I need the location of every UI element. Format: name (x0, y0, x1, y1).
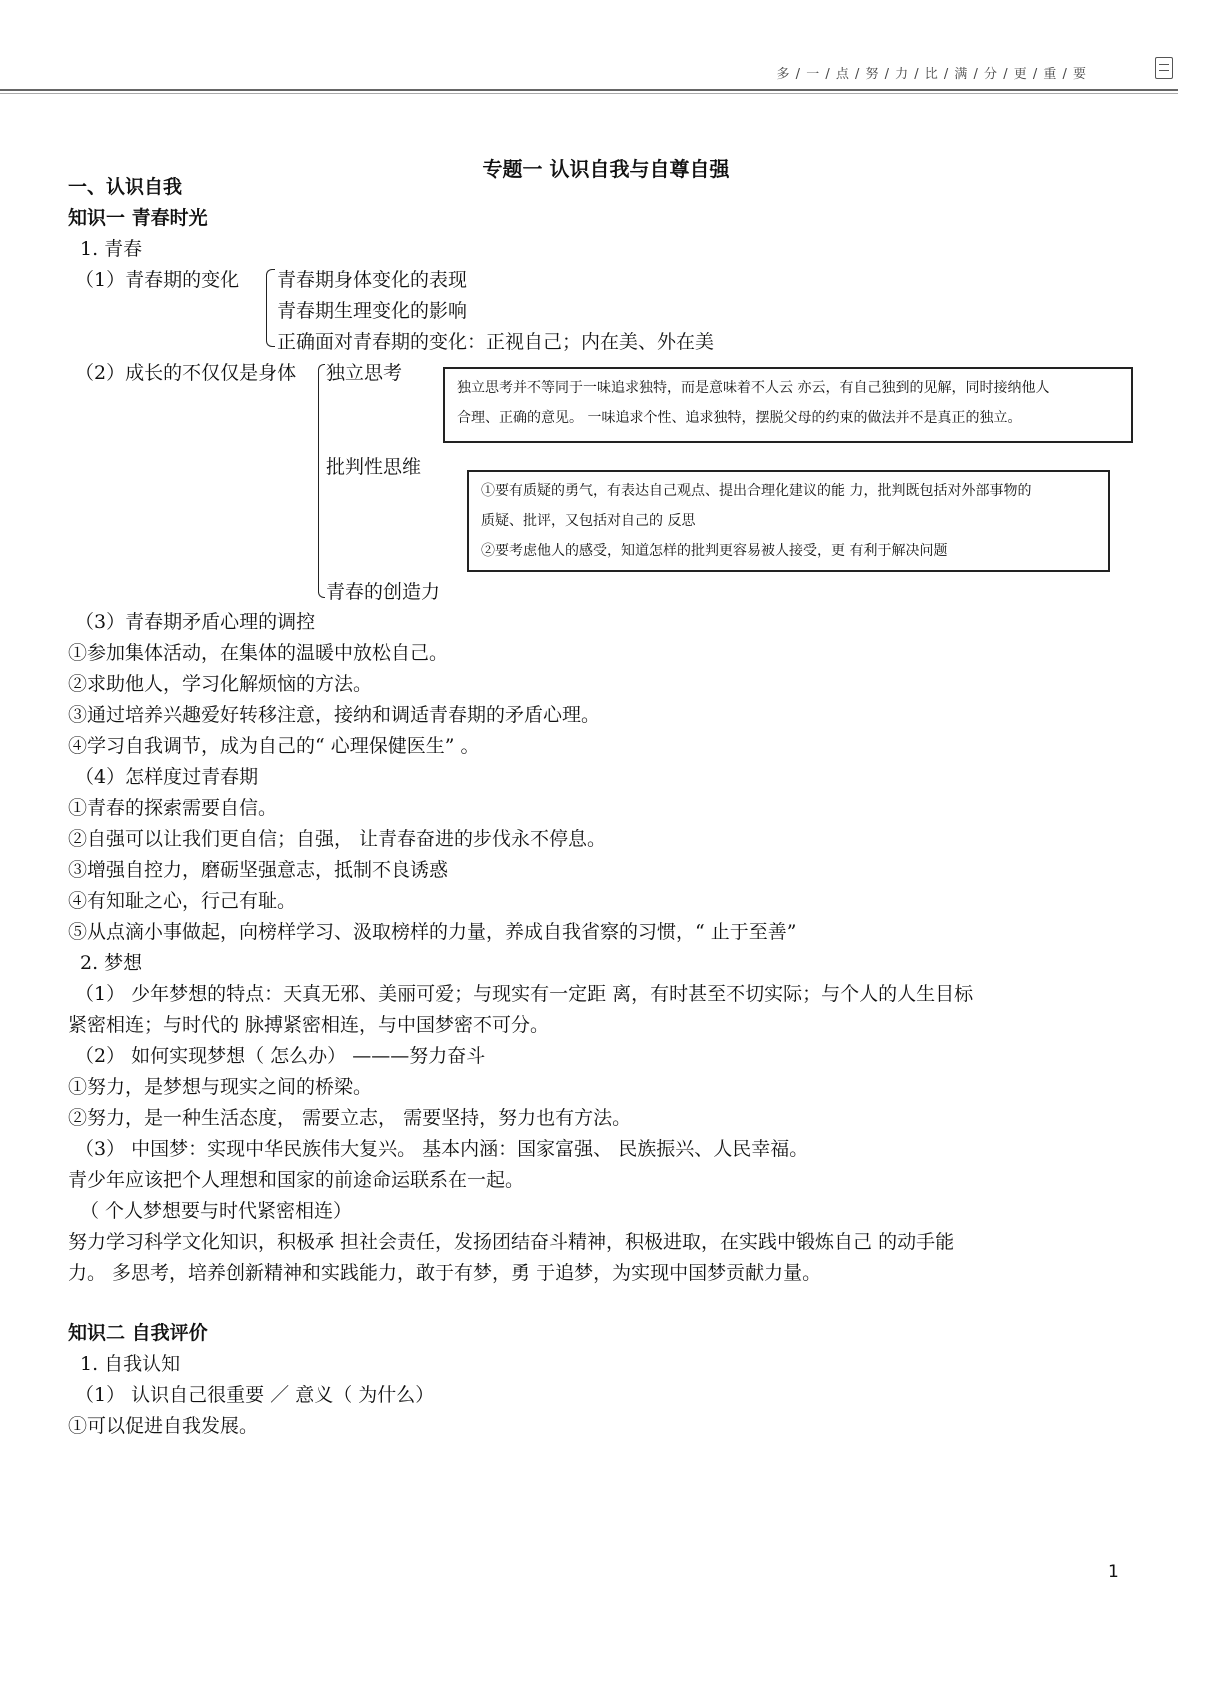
brace-2 (318, 364, 325, 598)
point-1-item: 青春期生理变化的影响 (277, 300, 468, 322)
point-4: （4）怎样度过青春期 (75, 766, 259, 788)
brace-1 (266, 269, 275, 347)
page-number: 1 (1108, 1562, 1119, 1582)
note-line: 质疑、批评，又包括对自己的 反思 (481, 513, 696, 529)
note-line: ②要考虑他人的感受，知道怎样的批判更容易被人接受，更 有利于解决问题 (481, 543, 948, 559)
note-line: 合理、正确的意见。 一味追求个性、追求独特，摆脱父母的约束的做法并不是真正的独立。 (457, 410, 1022, 426)
list-item: ④学习自我调节，成为自己的“ 心理保健医生” 。 (68, 735, 480, 757)
dream-point-3: （3） 中国梦：实现中华民族伟大复兴。 基本内涵：国家富强、 民族振兴、人民幸福。 (75, 1138, 809, 1160)
point-2: （2）成长的不仅仅是身体 (75, 362, 297, 384)
dream-point-2: （2） 如何实现梦想（ 怎么办） ———努力奋斗 (75, 1045, 486, 1067)
list-item: ②自强可以让我们更自信；自强， 让青春奋进的步伐永不停息。 (68, 828, 607, 850)
section-heading: 一、认识自我 (68, 176, 183, 198)
point-1: （1）青春期的变化 (75, 269, 240, 291)
paragraph-line: 青少年应该把个人理想和国家的前途命运联系在一起。 (68, 1169, 525, 1191)
header-rule (0, 89, 1178, 91)
header-rule-thin (0, 93, 1178, 94)
paragraph-line: 努力学习科学文化知识，积极承 担社会责任，发扬团结奋斗精神，积极进取，在实践中锻炼自己 的动手能 (68, 1231, 955, 1253)
question-self-cognition: 1. 自我认知 (80, 1353, 181, 1375)
point-2-item: 独立思考 (326, 362, 403, 384)
list-item: ①参加集体活动，在集体的温暖中放松自己。 (68, 642, 449, 664)
question-dream: 2. 梦想 (80, 952, 143, 974)
list-item: ①可以促进自我发展。 (68, 1415, 259, 1437)
list-item: ①努力，是梦想与现实之间的桥梁。 (68, 1076, 373, 1098)
point-2-item: 青春的创造力 (326, 581, 441, 603)
point-1-item: 青春期身体变化的表现 (277, 269, 468, 291)
list-item: ③增强自控力，磨砺坚强意志，抵制不良诱惑 (68, 859, 449, 881)
list-item: ①青春的探索需要自信。 (68, 797, 278, 819)
point-3: （3）青春期矛盾心理的调控 (75, 611, 316, 633)
point-2-item: 批判性思维 (326, 456, 422, 478)
paragraph-line: 力。 多思考，培养创新精神和实践能力，敢于有梦，勇 于追梦，为实现中国梦贡献力量。 (68, 1262, 822, 1284)
document-icon (1155, 57, 1173, 79)
note-box-critical (467, 470, 1110, 572)
list-item: ②求助他人，学习化解烦恼的方法。 (68, 673, 373, 695)
header-slogan: 多 / 一 / 点 / 努 / 力 / 比 / 满 / 分 / 更 / 重 / 要 (776, 67, 1087, 82)
note-box-independent (443, 367, 1133, 443)
list-item: ④有知耻之心，行己有耻。 (68, 890, 297, 912)
knowledge-heading-1: 知识一 青春时光 (68, 207, 208, 229)
self-point-1: （1） 认识自己很重要 ／ 意义（ 为什么） (75, 1384, 435, 1406)
note-line: ①要有质疑的勇气，有表达自己观点、提出合理化建议的能 力，批判既包括对外部事物的 (481, 483, 1032, 499)
dream-point-1: （1） 少年梦想的特点：天真无邪、美丽可爱；与现实有一定距 离，有时甚至不切实际；与个人的人生目标 (75, 983, 974, 1005)
point-1-item: 正确面对青春期的变化：正视自己；内在美、外在美 (277, 331, 715, 353)
question-youth: 1. 青春 (80, 238, 143, 260)
list-item: ③通过培养兴趣爱好转移注意，接纳和调适青春期的矛盾心理。 (68, 704, 601, 726)
list-item: ⑤从点滴小事做起，向榜样学习、汲取榜样的力量，养成自我省察的习惯，“ 止于至善” (68, 921, 797, 943)
paragraph-line: （ 个人梦想要与时代紧密相连） (80, 1200, 353, 1222)
list-item: ②努力，是一种生活态度， 需要立志， 需要坚持，努力也有方法。 (68, 1107, 632, 1129)
dream-point-1-cont: 紧密相连；与时代的 脉搏紧密相连，与中国梦密不可分。 (68, 1014, 550, 1036)
note-line: 独立思考并不等同于一味追求独特，而是意味着不人云 亦云，有自己独到的见解，同时接纳他人 (457, 380, 1050, 396)
knowledge-heading-2: 知识二 自我评价 (68, 1322, 208, 1344)
page-title: 专题一 认识自我与自尊自强 (482, 157, 730, 181)
